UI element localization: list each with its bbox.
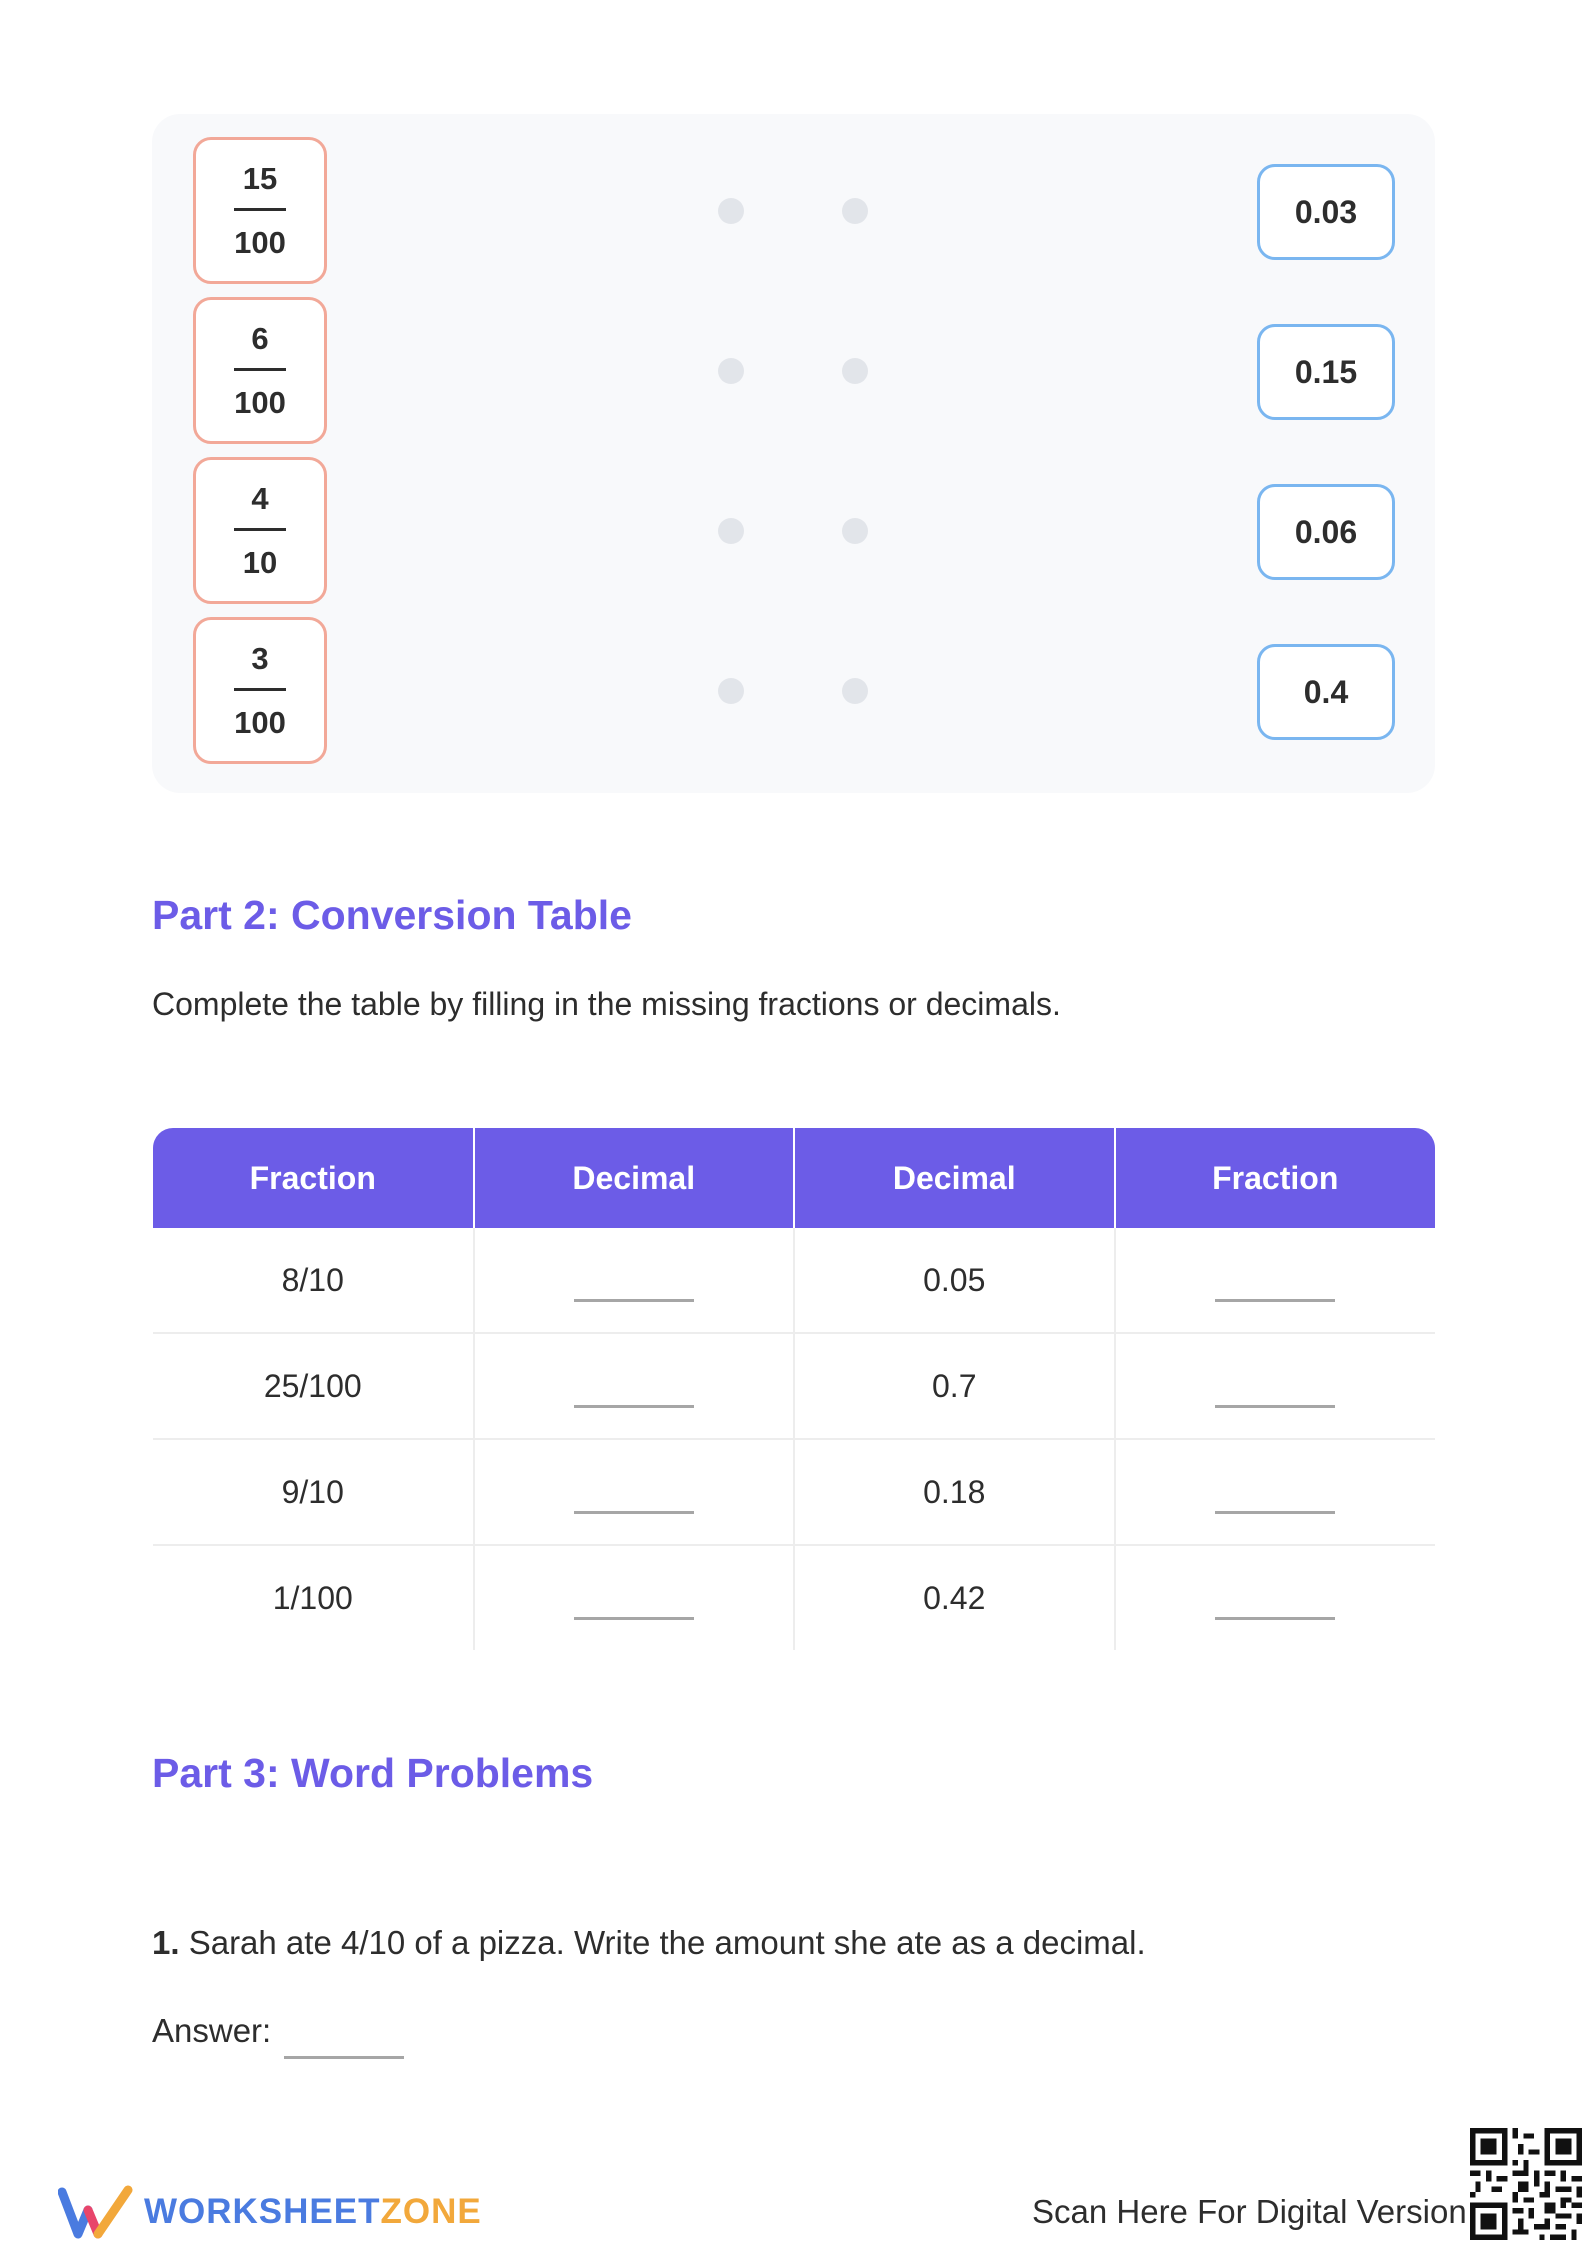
answer-blank[interactable] [574, 1617, 694, 1620]
conversion-table [153, 1128, 1435, 1650]
decimal-card-2[interactable]: 0.15 [1257, 324, 1395, 420]
table-row [153, 1333, 1435, 1439]
decimal-card-3[interactable]: 0.06 [1257, 484, 1395, 580]
word-problem-1 [152, 1924, 1146, 1962]
matching-row-4 [152, 617, 1435, 767]
fraction-bar [234, 368, 286, 371]
fraction-numerator: 3 [251, 641, 269, 676]
given-decimal: 0.42 [794, 1545, 1115, 1650]
matching-row-2 [152, 297, 1435, 447]
table-row [153, 1228, 1435, 1333]
header-fraction: Fraction [1115, 1128, 1436, 1228]
fraction-bar [234, 208, 286, 211]
answer-blank[interactable] [284, 2056, 404, 2059]
fraction-answer-cell [1115, 1439, 1436, 1545]
answer-blank[interactable] [574, 1511, 694, 1514]
fraction-bar [234, 528, 286, 531]
left-connector-dot[interactable] [718, 518, 744, 544]
decimal-card-1[interactable]: 0.03 [1257, 164, 1395, 260]
fraction-denominator: 100 [234, 225, 286, 260]
answer-field [152, 2012, 271, 2050]
fraction-denominator: 100 [234, 385, 286, 420]
table-row [153, 1439, 1435, 1545]
fraction-denominator: 10 [242, 545, 278, 580]
answer-blank[interactable] [574, 1405, 694, 1408]
answer-blank[interactable] [1215, 1617, 1335, 1620]
given-decimal: 0.18 [794, 1439, 1115, 1545]
qr-code-icon[interactable] [1470, 2128, 1582, 2240]
header-decimal: Decimal [474, 1128, 795, 1228]
right-connector-dot[interactable] [842, 358, 868, 384]
answer-blank[interactable] [1215, 1405, 1335, 1408]
left-connector-dot[interactable] [718, 358, 744, 384]
question-text: Sarah ate 4/10 of a pizza. Write the amount she ate as a decimal. [179, 1924, 1146, 1961]
header-decimal: Decimal [794, 1128, 1115, 1228]
right-connector-dot[interactable] [842, 518, 868, 544]
part2-title: Part 2: Conversion Table [152, 892, 632, 938]
fraction-bar [234, 688, 286, 691]
table-header-row [153, 1128, 1435, 1228]
fraction-answer-cell [1115, 1545, 1436, 1650]
answer-blank[interactable] [1215, 1511, 1335, 1514]
brand-part-zone: ZONE [380, 2192, 482, 2231]
left-connector-dot[interactable] [718, 198, 744, 224]
decimal-answer-cell [474, 1333, 795, 1439]
brand-part-worksheet: WORKSHEET [144, 2192, 381, 2231]
scan-instruction: Scan Here For Digital Version [1032, 2193, 1467, 2230]
fraction-numerator: 15 [242, 161, 278, 196]
part2-instructions: Complete the table by filling in the missing fractions or decimals. [152, 986, 1061, 1022]
fraction-denominator: 100 [234, 705, 286, 740]
given-fraction: 8/10 [153, 1228, 474, 1333]
matching-panel [152, 114, 1435, 793]
fraction-card-4[interactable] [193, 617, 327, 764]
fraction-numerator: 6 [251, 321, 269, 356]
fraction-card-3[interactable] [193, 457, 327, 604]
fraction-answer-cell [1115, 1333, 1436, 1439]
given-fraction: 25/100 [153, 1333, 474, 1439]
decimal-answer-cell [474, 1545, 795, 1650]
logo-w-icon [58, 2184, 134, 2240]
fraction-card-2[interactable] [193, 297, 327, 444]
right-connector-dot[interactable] [842, 678, 868, 704]
left-connector-dot[interactable] [718, 678, 744, 704]
brand-name [144, 2192, 482, 2232]
matching-row-3 [152, 457, 1435, 607]
decimal-answer-cell [474, 1228, 795, 1333]
fraction-answer-cell [1115, 1228, 1436, 1333]
answer-blank[interactable] [574, 1299, 694, 1302]
given-decimal: 0.7 [794, 1333, 1115, 1439]
given-fraction: 9/10 [153, 1439, 474, 1545]
table-row [153, 1545, 1435, 1650]
given-decimal: 0.05 [794, 1228, 1115, 1333]
given-fraction: 1/100 [153, 1545, 474, 1650]
fraction-numerator: 4 [251, 481, 269, 516]
right-connector-dot[interactable] [842, 198, 868, 224]
header-fraction: Fraction [153, 1128, 474, 1228]
decimal-card-4[interactable]: 0.4 [1257, 644, 1395, 740]
matching-row-1 [152, 137, 1435, 287]
worksheetzone-logo [58, 2184, 482, 2240]
question-number: 1. [152, 1924, 180, 1961]
fraction-card-1[interactable] [193, 137, 327, 284]
answer-blank[interactable] [1215, 1299, 1335, 1302]
decimal-answer-cell [474, 1439, 795, 1545]
part3-title: Part 3: Word Problems [152, 1750, 594, 1796]
answer-label: Answer: [152, 2012, 272, 2049]
